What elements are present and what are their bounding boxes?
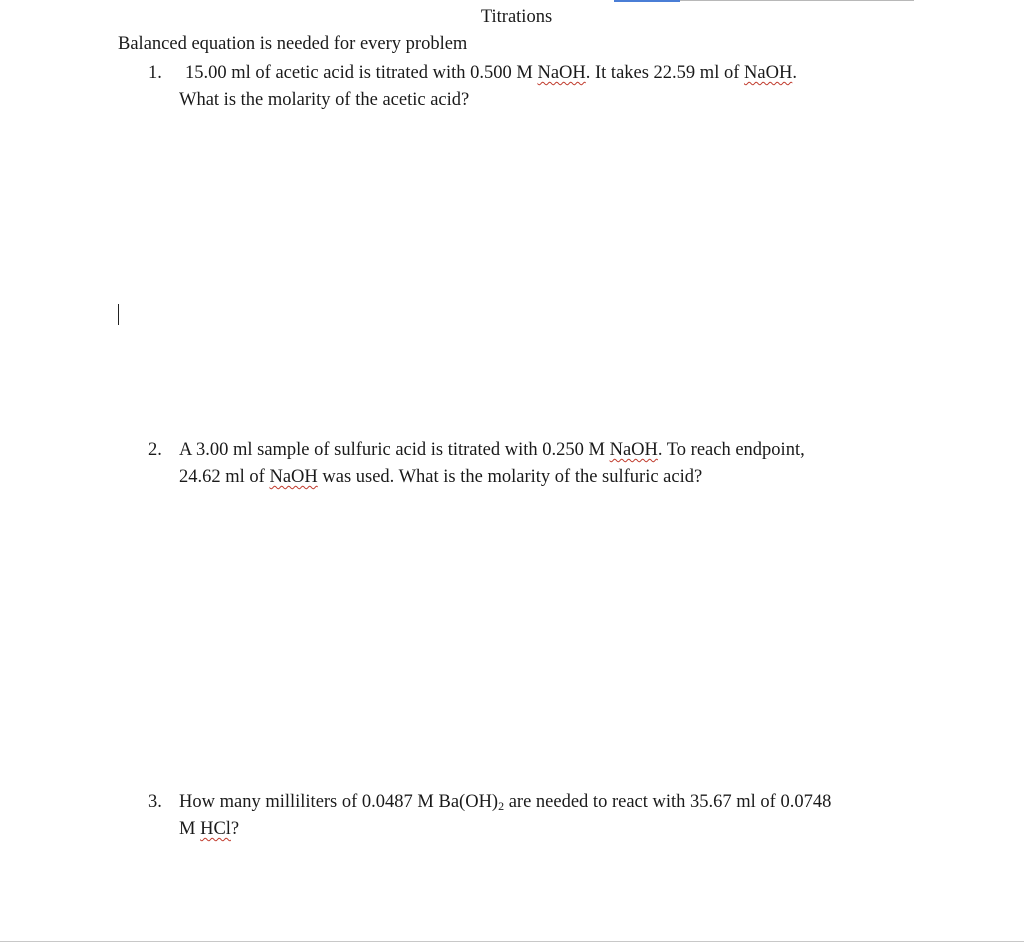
problem-2-text-c: . To reach endpoint,: [657, 440, 805, 460]
subscript-2: 2: [498, 799, 505, 813]
spelling-flag-naoh[interactable]: NaOH: [269, 467, 318, 487]
problem-1-text-a: 15.00 ml of acetic acid is titrated with 0.500 M: [185, 63, 538, 83]
problem-2-text: [179, 437, 805, 491]
instructions-text: Balanced equation is needed for every problem: [118, 34, 468, 54]
problem-3-line-1: [179, 789, 831, 816]
page-bottom-border: [0, 941, 1024, 942]
problem-1-number: 1.: [148, 63, 162, 83]
problem-2-text-a: A 3.00 ml sample of sulfuric acid is titrated with 0.250 M: [179, 440, 610, 460]
ruler-accent: [614, 0, 914, 1]
text-cursor: [118, 304, 119, 325]
problem-2-number: 2.: [148, 440, 162, 460]
spelling-flag-hcl[interactable]: HCl: [200, 819, 231, 839]
problem-2-line-1: [179, 437, 805, 464]
problem-3-text-c: M: [179, 819, 201, 839]
spelling-flag-naoh[interactable]: NaOH: [609, 440, 658, 460]
problem-3-text: [179, 789, 831, 843]
problem-1-text: [179, 60, 797, 114]
problem-2-text-e: was used. What is the molarity of the sulfuric acid?: [317, 467, 703, 487]
problem-3-text-a: How many milliliters of 0.0487 M Ba(OH): [179, 792, 499, 812]
problem-3-number: 3.: [148, 792, 162, 812]
ruler-accent-highlight: [614, 0, 680, 2]
problem-3-line-2: [179, 816, 831, 843]
problem-3-text-b: are needed to react with 35.67 ml of 0.0748: [504, 792, 832, 812]
spelling-flag-naoh[interactable]: NaOH: [744, 63, 793, 83]
problem-3-text-d: ?: [230, 819, 240, 839]
problem-2-text-d: 24.62 ml of: [179, 467, 270, 487]
problem-1-line-1: [185, 60, 797, 87]
document-title: Titrations: [480, 7, 553, 27]
problem-1-text-c: . It takes 22.59 ml of: [585, 63, 745, 83]
problem-1-text-e: .: [792, 63, 797, 83]
problem-2-line-2: [179, 464, 805, 491]
spelling-flag-naoh[interactable]: NaOH: [537, 63, 586, 83]
problem-1-line-2: What is the molarity of the acetic acid?: [179, 90, 470, 110]
